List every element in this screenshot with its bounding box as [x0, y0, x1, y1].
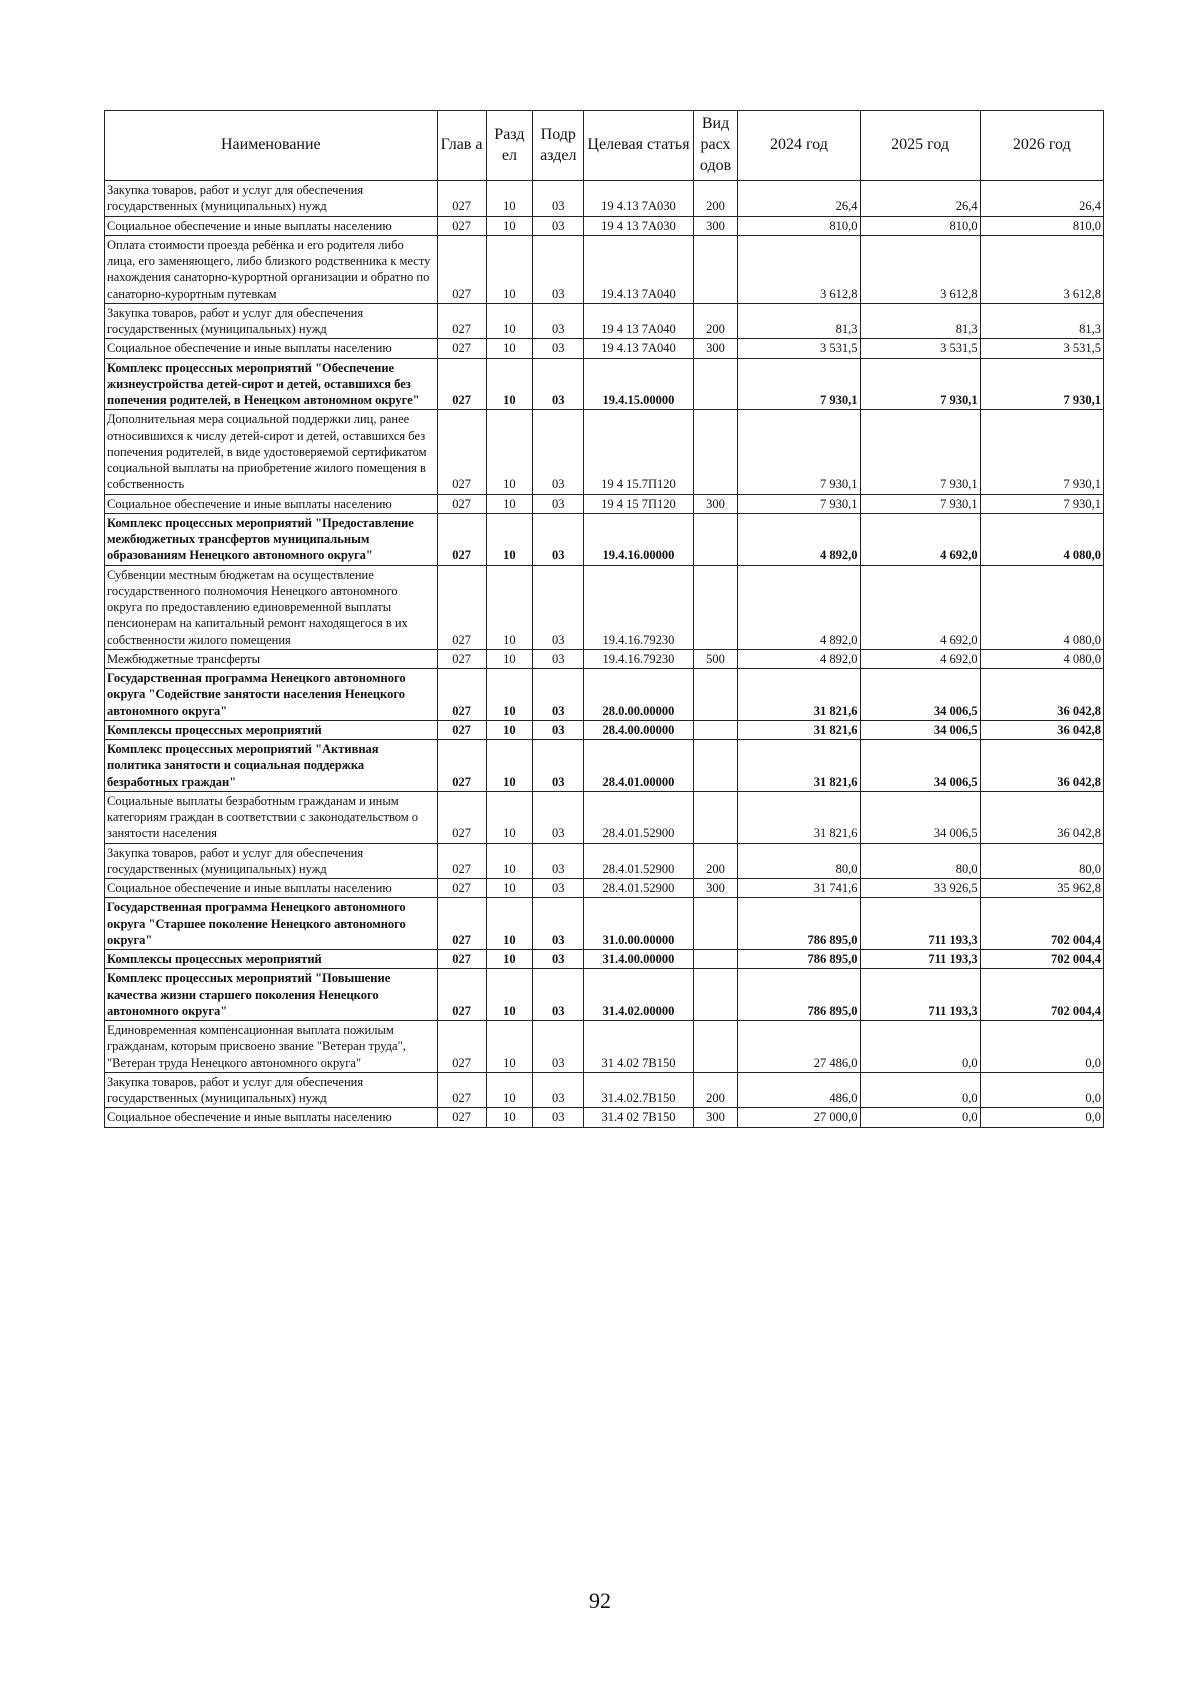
cell-razdel: 10 [486, 303, 533, 339]
cell-podrazdel: 03 [533, 791, 584, 843]
cell-podrazdel: 03 [533, 565, 584, 649]
cell-2025: 3 612,8 [860, 235, 980, 303]
header-glava: Глав а [437, 111, 486, 181]
cell-expense-type: 500 [693, 649, 738, 668]
cell-2025: 810,0 [860, 216, 980, 235]
cell-podrazdel: 03 [533, 339, 584, 358]
cell-2024: 786 895,0 [738, 898, 860, 950]
cell-2026: 7 930,1 [980, 410, 1103, 494]
header-2024: 2024 год [738, 111, 860, 181]
cell-glava: 027 [437, 339, 486, 358]
cell-podrazdel: 03 [533, 513, 584, 565]
cell-target-article: 31.0.00.00000 [584, 898, 693, 950]
cell-2025: 34 006,5 [860, 720, 980, 739]
cell-name: Оплата стоимости проезда ребёнка и его родителя либо лица, его заменяющего, либо близкого родственника к месту нахождения санаторно-курортной организации и обратно по санаторно-курортным путевкам [105, 235, 438, 303]
cell-name: Межбюджетные трансферты [105, 649, 438, 668]
cell-2026: 3 612,8 [980, 235, 1103, 303]
cell-2026: 35 962,8 [980, 879, 1103, 898]
cell-razdel: 10 [486, 879, 533, 898]
table-row [105, 720, 1104, 739]
cell-glava: 027 [437, 1021, 486, 1073]
cell-glava: 027 [437, 969, 486, 1021]
table-row [105, 303, 1104, 339]
cell-expense-type: 300 [693, 879, 738, 898]
cell-target-article: 19.4.15.00000 [584, 358, 693, 410]
cell-podrazdel: 03 [533, 181, 584, 217]
cell-2026: 36 042,8 [980, 791, 1103, 843]
cell-razdel: 10 [486, 565, 533, 649]
cell-2025: 33 926,5 [860, 879, 980, 898]
cell-razdel: 10 [486, 513, 533, 565]
cell-podrazdel: 03 [533, 1108, 584, 1127]
cell-2024: 786 895,0 [738, 950, 860, 969]
header-2026: 2026 год [980, 111, 1103, 181]
cell-target-article: 31.4.02.00000 [584, 969, 693, 1021]
cell-expense-type [693, 720, 738, 739]
cell-expense-type [693, 565, 738, 649]
cell-podrazdel: 03 [533, 1072, 584, 1108]
cell-2024: 3 612,8 [738, 235, 860, 303]
cell-name: Государственная программа Ненецкого автономного округа "Старшее поколение Ненецкого автономного округа" [105, 898, 438, 950]
cell-target-article: 31.4 02 7В150 [584, 1108, 693, 1127]
cell-2024: 31 821,6 [738, 720, 860, 739]
cell-razdel: 10 [486, 1021, 533, 1073]
cell-glava: 027 [437, 669, 486, 721]
cell-2026: 36 042,8 [980, 669, 1103, 721]
cell-name: Социальное обеспечение и иные выплаты населению [105, 216, 438, 235]
cell-2026: 36 042,8 [980, 720, 1103, 739]
cell-razdel: 10 [486, 969, 533, 1021]
cell-target-article: 28.4.01.00000 [584, 740, 693, 792]
table-row [105, 950, 1104, 969]
cell-2026: 26,4 [980, 181, 1103, 217]
table-row [105, 1072, 1104, 1108]
cell-podrazdel: 03 [533, 843, 584, 879]
cell-2025: 0,0 [860, 1021, 980, 1073]
cell-name: Комплекс процессных мероприятий "Обеспечение жизнеустройства детей-сирот и детей, оставшихся без попечения родителей, в Ненецком автономном округе" [105, 358, 438, 410]
cell-target-article: 28.0.00.00000 [584, 669, 693, 721]
cell-2025: 7 930,1 [860, 494, 980, 513]
cell-podrazdel: 03 [533, 1021, 584, 1073]
cell-expense-type [693, 898, 738, 950]
cell-2025: 7 930,1 [860, 358, 980, 410]
cell-target-article: 19.4.16.79230 [584, 649, 693, 668]
cell-target-article: 28.4.01.52900 [584, 791, 693, 843]
cell-name: Комплекс процессных мероприятий "Предоставление межбюджетных трансфертов муниципальным образованиям Ненецкого автономного округа" [105, 513, 438, 565]
cell-2025: 711 193,3 [860, 969, 980, 1021]
cell-glava: 027 [437, 843, 486, 879]
cell-2025: 80,0 [860, 843, 980, 879]
cell-podrazdel: 03 [533, 669, 584, 721]
cell-2026: 0,0 [980, 1108, 1103, 1127]
cell-2024: 7 930,1 [738, 494, 860, 513]
table-row [105, 879, 1104, 898]
cell-glava: 027 [437, 720, 486, 739]
cell-2025: 711 193,3 [860, 898, 980, 950]
cell-target-article: 19 4.13 7А030 [584, 181, 693, 217]
cell-2025: 4 692,0 [860, 565, 980, 649]
cell-name: Социальные выплаты безработным гражданам и иным категориям граждан в соответствии с законодательством о занятости населения [105, 791, 438, 843]
cell-2024: 4 892,0 [738, 565, 860, 649]
cell-2025: 81,3 [860, 303, 980, 339]
cell-2026: 4 080,0 [980, 649, 1103, 668]
table-row [105, 235, 1104, 303]
cell-razdel: 10 [486, 181, 533, 217]
cell-2024: 31 821,6 [738, 791, 860, 843]
table-row [105, 494, 1104, 513]
cell-2024: 26,4 [738, 181, 860, 217]
table-row [105, 565, 1104, 649]
cell-2026: 36 042,8 [980, 740, 1103, 792]
cell-2026: 3 531,5 [980, 339, 1103, 358]
cell-target-article: 19 4 15.7П120 [584, 410, 693, 494]
cell-glava: 027 [437, 565, 486, 649]
cell-name: Закупка товаров, работ и услуг для обеспечения государственных (муниципальных) нужд [105, 181, 438, 217]
cell-target-article: 19 4 13 7А040 [584, 303, 693, 339]
cell-expense-type: 200 [693, 843, 738, 879]
cell-2024: 7 930,1 [738, 410, 860, 494]
cell-target-article: 19 4.13 7А040 [584, 339, 693, 358]
cell-2024: 27 486,0 [738, 1021, 860, 1073]
cell-2024: 3 531,5 [738, 339, 860, 358]
cell-name: Социальное обеспечение и иные выплаты населению [105, 494, 438, 513]
cell-podrazdel: 03 [533, 216, 584, 235]
cell-target-article: 31.4.00.00000 [584, 950, 693, 969]
cell-expense-type [693, 410, 738, 494]
cell-2024: 4 892,0 [738, 649, 860, 668]
cell-glava: 027 [437, 303, 486, 339]
cell-name: Дополнительная мера социальной поддержки лиц, ранее относившихся к числу детей-сирот и детей, оставшихся без попечения родителей, в виде удостоверяемой сертификатом социальной выплаты на приобретение жилого помещения в собственность [105, 410, 438, 494]
table-row [105, 969, 1104, 1021]
cell-2024: 7 930,1 [738, 358, 860, 410]
header-podrazdel: Подр аздел [533, 111, 584, 181]
cell-name: Комплексы процессных мероприятий [105, 720, 438, 739]
cell-target-article: 28.4.00.00000 [584, 720, 693, 739]
cell-2024: 486,0 [738, 1072, 860, 1108]
cell-expense-type: 300 [693, 216, 738, 235]
cell-podrazdel: 03 [533, 879, 584, 898]
cell-2025: 4 692,0 [860, 649, 980, 668]
cell-glava: 027 [437, 1108, 486, 1127]
cell-glava: 027 [437, 649, 486, 668]
cell-2026: 0,0 [980, 1021, 1103, 1073]
cell-2025: 711 193,3 [860, 950, 980, 969]
cell-podrazdel: 03 [533, 649, 584, 668]
cell-podrazdel: 03 [533, 720, 584, 739]
cell-razdel: 10 [486, 216, 533, 235]
cell-expense-type: 200 [693, 303, 738, 339]
cell-glava: 027 [437, 898, 486, 950]
cell-2024: 31 741,6 [738, 879, 860, 898]
cell-expense-type [693, 969, 738, 1021]
cell-expense-type: 200 [693, 1072, 738, 1108]
cell-glava: 027 [437, 216, 486, 235]
cell-2024: 80,0 [738, 843, 860, 879]
cell-2024: 81,3 [738, 303, 860, 339]
cell-name: Социальное обеспечение и иные выплаты населению [105, 339, 438, 358]
cell-razdel: 10 [486, 410, 533, 494]
cell-2025: 4 692,0 [860, 513, 980, 565]
cell-razdel: 10 [486, 740, 533, 792]
cell-razdel: 10 [486, 649, 533, 668]
cell-name: Социальное обеспечение и иные выплаты населению [105, 879, 438, 898]
table-row [105, 1021, 1104, 1073]
cell-razdel: 10 [486, 494, 533, 513]
cell-expense-type [693, 235, 738, 303]
cell-name: Закупка товаров, работ и услуг для обеспечения государственных (муниципальных) нужд [105, 303, 438, 339]
cell-target-article: 19 4 15 7П120 [584, 494, 693, 513]
cell-razdel: 10 [486, 1072, 533, 1108]
cell-2025: 7 930,1 [860, 410, 980, 494]
cell-2026: 702 004,4 [980, 969, 1103, 1021]
cell-glava: 027 [437, 494, 486, 513]
cell-razdel: 10 [486, 843, 533, 879]
cell-name: Комплексы процессных мероприятий [105, 950, 438, 969]
cell-glava: 027 [437, 950, 486, 969]
cell-glava: 027 [437, 513, 486, 565]
cell-target-article: 31 4.02 7В150 [584, 1021, 693, 1073]
cell-podrazdel: 03 [533, 303, 584, 339]
cell-podrazdel: 03 [533, 740, 584, 792]
cell-2025: 34 006,5 [860, 791, 980, 843]
cell-2026: 702 004,4 [980, 898, 1103, 950]
cell-podrazdel: 03 [533, 950, 584, 969]
cell-name: Субвенции местным бюджетам на осуществление государственного полномочия Ненецкого автономного округа по предоставлению единовременной выплаты пенсионерам на капитальный ремонт находящегося в их собственности жилого помещения [105, 565, 438, 649]
cell-expense-type [693, 1021, 738, 1073]
cell-expense-type [693, 358, 738, 410]
cell-name: Комплекс процессных мероприятий "Активная политика занятости и социальная поддержка безработных граждан" [105, 740, 438, 792]
table-row [105, 410, 1104, 494]
table-row [105, 669, 1104, 721]
cell-glava: 027 [437, 235, 486, 303]
cell-glava: 027 [437, 879, 486, 898]
cell-expense-type: 300 [693, 339, 738, 358]
cell-2026: 81,3 [980, 303, 1103, 339]
table-header-row [105, 111, 1104, 181]
cell-2024: 31 821,6 [738, 669, 860, 721]
cell-2025: 0,0 [860, 1072, 980, 1108]
cell-expense-type [693, 513, 738, 565]
cell-2026: 4 080,0 [980, 513, 1103, 565]
cell-razdel: 10 [486, 669, 533, 721]
cell-2024: 786 895,0 [738, 969, 860, 1021]
cell-glava: 027 [437, 181, 486, 217]
cell-expense-type: 300 [693, 1108, 738, 1127]
cell-2026: 4 080,0 [980, 565, 1103, 649]
cell-2025: 34 006,5 [860, 669, 980, 721]
cell-razdel: 10 [486, 339, 533, 358]
cell-glava: 027 [437, 740, 486, 792]
table-body [105, 181, 1104, 1128]
cell-name: Социальное обеспечение и иные выплаты населению [105, 1108, 438, 1127]
cell-2025: 34 006,5 [860, 740, 980, 792]
cell-2025: 0,0 [860, 1108, 980, 1127]
cell-podrazdel: 03 [533, 410, 584, 494]
cell-podrazdel: 03 [533, 235, 584, 303]
table-row [105, 649, 1104, 668]
cell-podrazdel: 03 [533, 494, 584, 513]
table-row [105, 791, 1104, 843]
cell-podrazdel: 03 [533, 358, 584, 410]
page-number: 92 [589, 1588, 611, 1613]
cell-target-article: 28.4.01.52900 [584, 879, 693, 898]
cell-target-article: 19.4.16.00000 [584, 513, 693, 565]
cell-2026: 80,0 [980, 843, 1103, 879]
cell-podrazdel: 03 [533, 898, 584, 950]
cell-name: Единовременная компенсационная выплата пожилым гражданам, которым присвоено звание "Ветеран труда", "Ветеран труда Ненецкого автономного округа" [105, 1021, 438, 1073]
cell-expense-type [693, 740, 738, 792]
cell-expense-type [693, 669, 738, 721]
cell-razdel: 10 [486, 898, 533, 950]
cell-glava: 027 [437, 410, 486, 494]
cell-razdel: 10 [486, 950, 533, 969]
cell-expense-type: 200 [693, 181, 738, 217]
cell-2026: 810,0 [980, 216, 1103, 235]
cell-podrazdel: 03 [533, 969, 584, 1021]
cell-2024: 31 821,6 [738, 740, 860, 792]
cell-target-article: 19 4 13 7А030 [584, 216, 693, 235]
cell-target-article: 19.4.13 7А040 [584, 235, 693, 303]
cell-2026: 7 930,1 [980, 494, 1103, 513]
cell-name: Закупка товаров, работ и услуг для обеспечения государственных (муниципальных) нужд [105, 1072, 438, 1108]
cell-2025: 3 531,5 [860, 339, 980, 358]
cell-name: Закупка товаров, работ и услуг для обеспечения государственных (муниципальных) нужд [105, 843, 438, 879]
header-expense-type: Вид расх одов [693, 111, 738, 181]
cell-2026: 702 004,4 [980, 950, 1103, 969]
cell-razdel: 10 [486, 1108, 533, 1127]
table-row [105, 843, 1104, 879]
cell-name: Комплекс процессных мероприятий "Повышение качества жизни старшего поколения Ненецкого автономного округа" [105, 969, 438, 1021]
cell-expense-type: 300 [693, 494, 738, 513]
cell-razdel: 10 [486, 358, 533, 410]
cell-target-article: 28.4.01.52900 [584, 843, 693, 879]
cell-2026: 7 930,1 [980, 358, 1103, 410]
cell-2024: 810,0 [738, 216, 860, 235]
cell-2025: 26,4 [860, 181, 980, 217]
table-row [105, 181, 1104, 217]
header-razdel: Разд ел [486, 111, 533, 181]
table-row [105, 513, 1104, 565]
table-row [105, 339, 1104, 358]
header-target-article: Целевая статья [584, 111, 693, 181]
cell-target-article: 19.4.16.79230 [584, 565, 693, 649]
table-row [105, 898, 1104, 950]
cell-expense-type [693, 950, 738, 969]
cell-glava: 027 [437, 791, 486, 843]
cell-razdel: 10 [486, 235, 533, 303]
cell-2024: 4 892,0 [738, 513, 860, 565]
cell-razdel: 10 [486, 791, 533, 843]
header-2025: 2025 год [860, 111, 980, 181]
cell-2026: 0,0 [980, 1072, 1103, 1108]
budget-table [104, 110, 1104, 1128]
table-row [105, 1108, 1104, 1127]
cell-2024: 27 000,0 [738, 1108, 860, 1127]
cell-target-article: 31.4.02.7В150 [584, 1072, 693, 1108]
cell-expense-type [693, 791, 738, 843]
cell-glava: 027 [437, 1072, 486, 1108]
table-row [105, 216, 1104, 235]
header-name: Наименование [105, 111, 438, 181]
cell-razdel: 10 [486, 720, 533, 739]
cell-name: Государственная программа Ненецкого автономного округа "Содействие занятости населения Ненецкого автономного округа" [105, 669, 438, 721]
table-row [105, 740, 1104, 792]
table-row [105, 358, 1104, 410]
cell-glava: 027 [437, 358, 486, 410]
